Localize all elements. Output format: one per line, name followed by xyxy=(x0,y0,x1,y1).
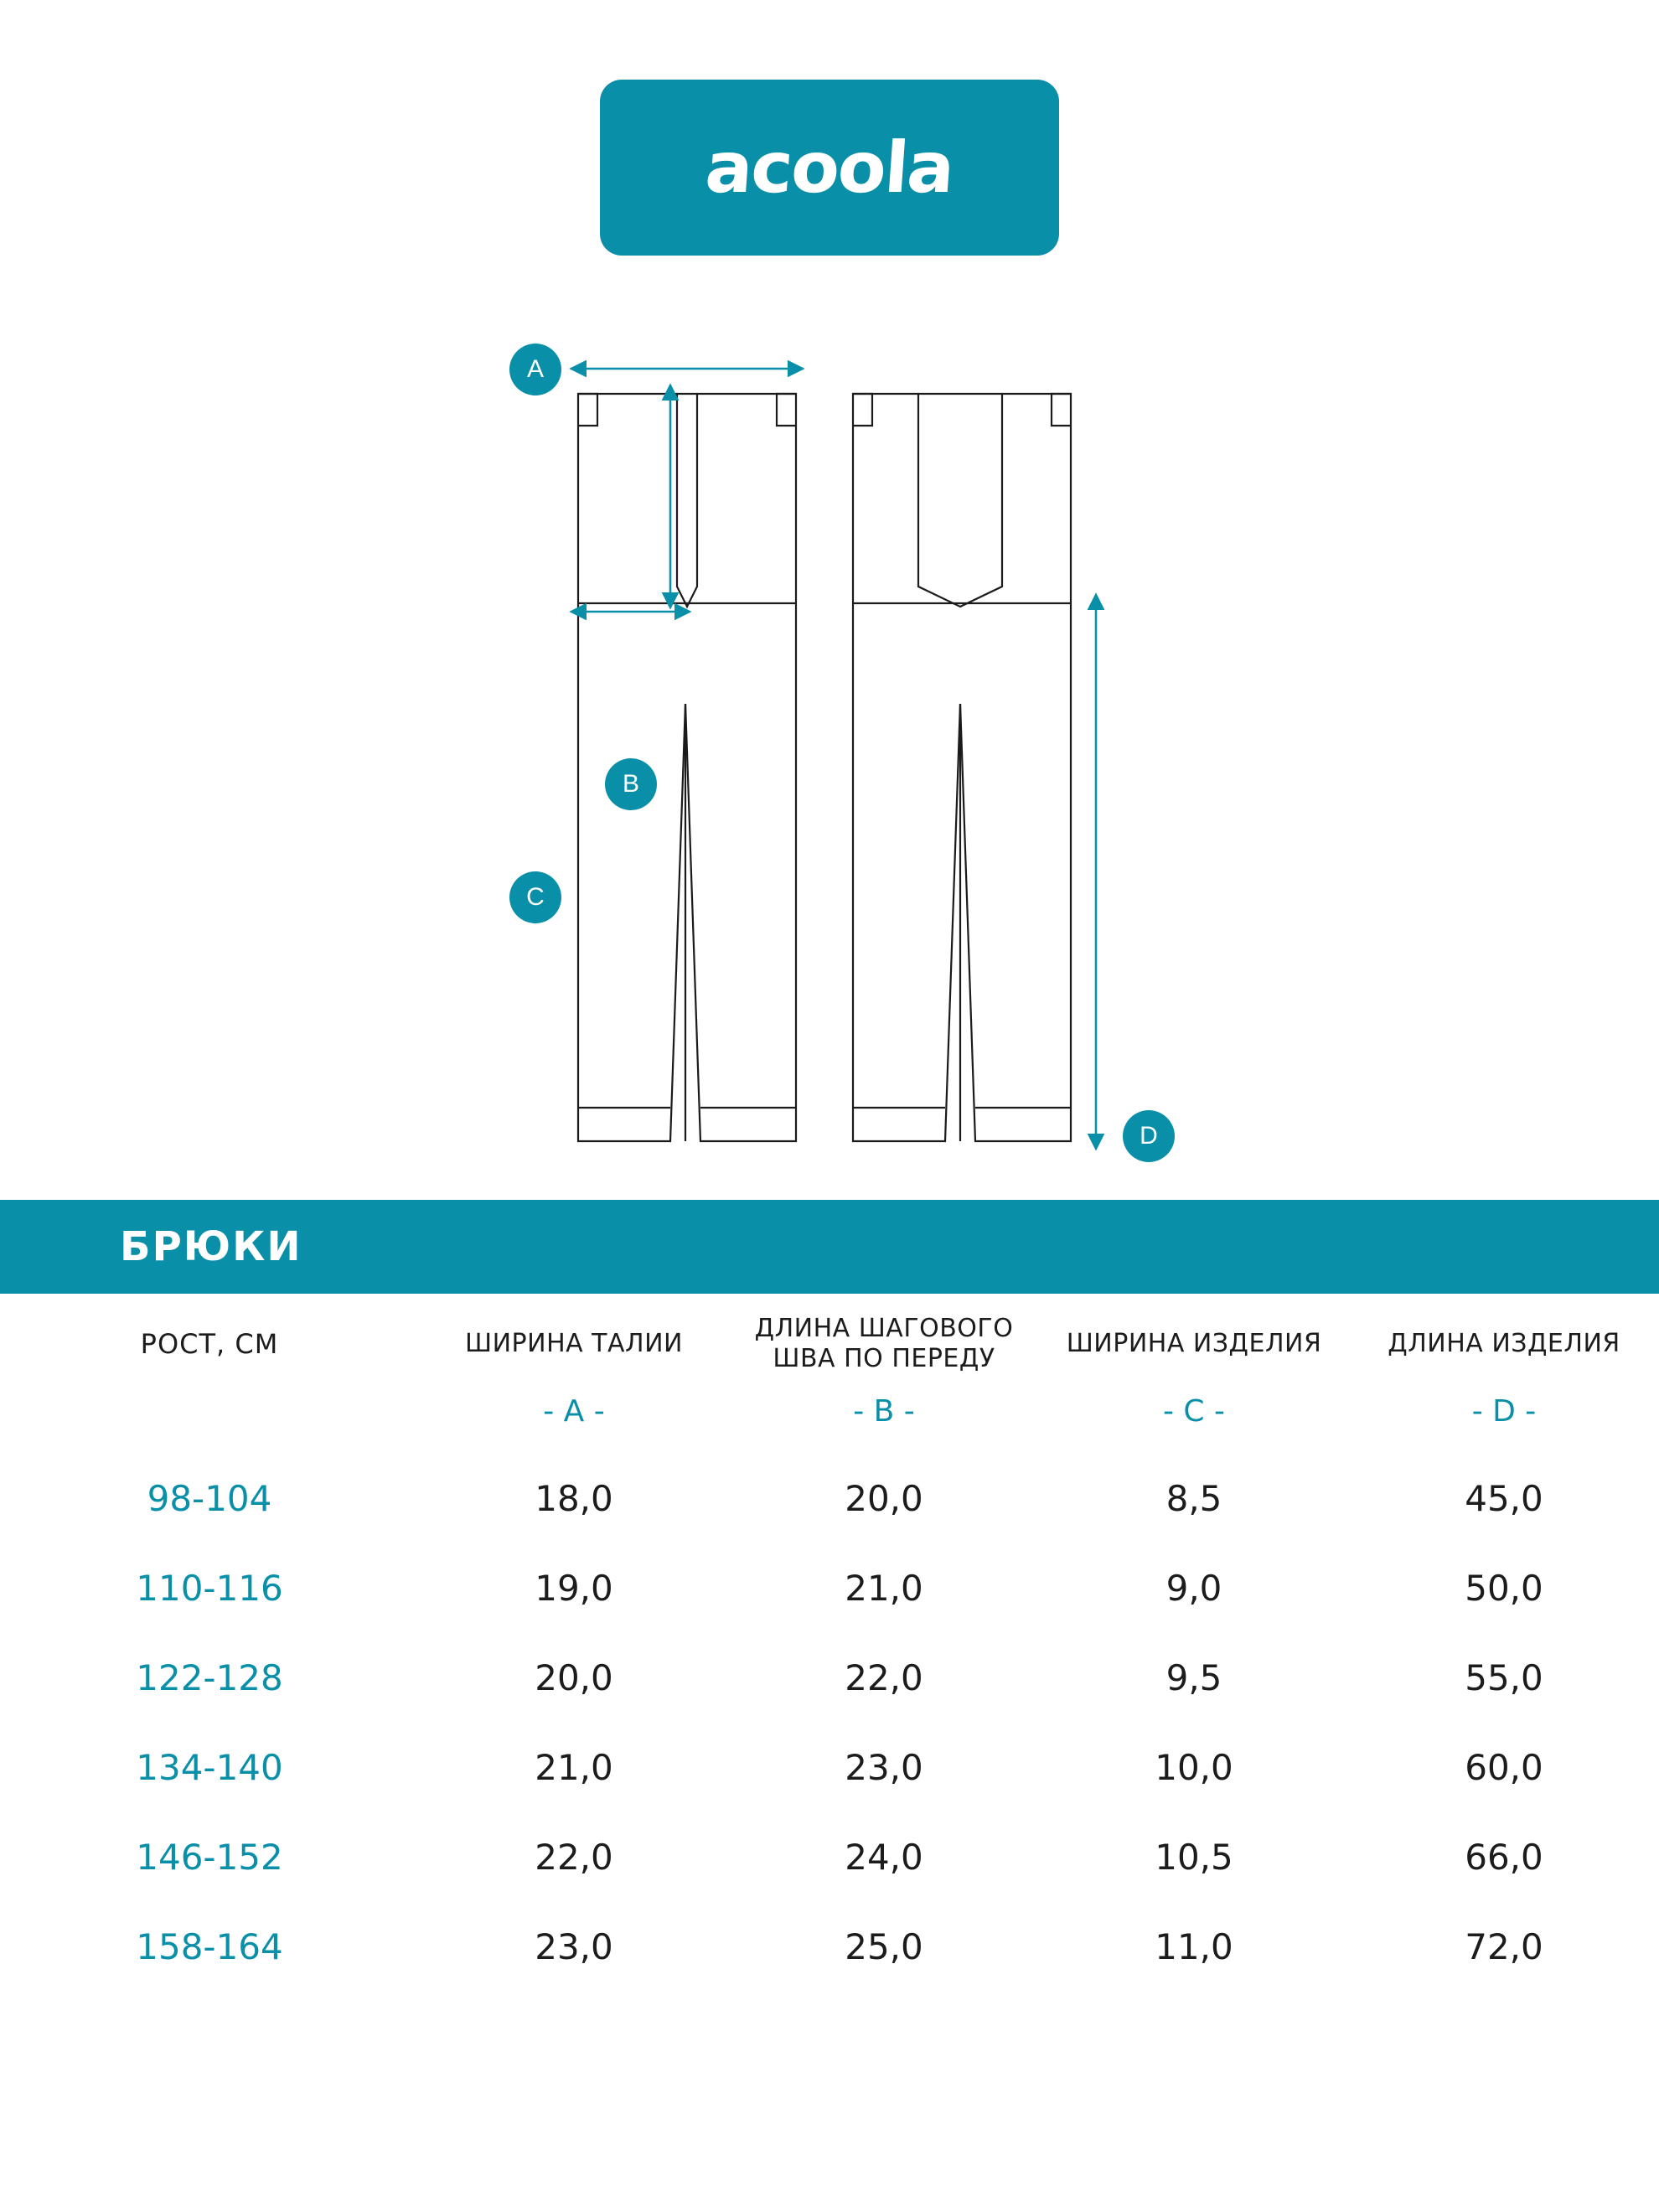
cell-d: 66,0 xyxy=(1465,1837,1543,1878)
pants-technical-drawing xyxy=(0,302,1659,1181)
cell-a: 18,0 xyxy=(535,1478,613,1519)
cell-d: 55,0 xyxy=(1465,1657,1543,1698)
cell-height: 134-140 xyxy=(136,1747,283,1788)
logo-box xyxy=(600,80,1059,256)
letter-b: - B - xyxy=(853,1394,915,1429)
badge-d: D xyxy=(1123,1110,1175,1162)
column-header-d: ДЛИНА ИЗДЕЛИЯ xyxy=(1388,1329,1620,1358)
cell-height: 98-104 xyxy=(147,1478,272,1519)
cell-d: 45,0 xyxy=(1465,1478,1543,1519)
table-row xyxy=(0,1812,1659,1902)
table-row xyxy=(0,1454,1659,1543)
cell-a: 22,0 xyxy=(535,1837,613,1878)
page-title: БРЮКИ xyxy=(120,1223,302,1270)
cell-c: 10,0 xyxy=(1155,1747,1233,1788)
cell-c: 8,5 xyxy=(1165,1478,1222,1519)
cell-c: 9,0 xyxy=(1165,1568,1222,1609)
brand-logo xyxy=(0,80,1659,256)
cell-b: 20,0 xyxy=(845,1478,923,1519)
cell-c: 11,0 xyxy=(1155,1926,1233,1967)
cell-height: 122-128 xyxy=(136,1657,283,1698)
cell-a: 23,0 xyxy=(535,1926,613,1967)
badge-c: C xyxy=(509,871,561,923)
cell-b: 25,0 xyxy=(845,1926,923,1967)
letter-c: - C - xyxy=(1162,1394,1225,1429)
cell-b: 21,0 xyxy=(845,1568,923,1609)
cell-d: 72,0 xyxy=(1465,1926,1543,1967)
table-row xyxy=(0,1902,1659,1992)
cell-b: 24,0 xyxy=(845,1837,923,1878)
cell-b: 22,0 xyxy=(845,1657,923,1698)
cell-c: 9,5 xyxy=(1165,1657,1222,1698)
logo-text: acoola xyxy=(702,127,957,209)
cell-d: 50,0 xyxy=(1465,1568,1543,1609)
table-row xyxy=(0,1543,1659,1633)
column-header-a: ШИРИНА ТАЛИИ xyxy=(465,1329,683,1358)
cell-b: 23,0 xyxy=(845,1747,923,1788)
cell-a: 21,0 xyxy=(535,1747,613,1788)
cell-a: 19,0 xyxy=(535,1568,613,1609)
cell-c: 10,5 xyxy=(1155,1837,1233,1878)
letter-a: - A - xyxy=(543,1394,605,1429)
cell-height: 146-152 xyxy=(136,1837,283,1878)
table-row xyxy=(0,1633,1659,1723)
table-title-band xyxy=(0,1200,1659,1294)
cell-height: 110-116 xyxy=(136,1568,283,1609)
cell-d: 60,0 xyxy=(1465,1747,1543,1788)
badge-a: A xyxy=(509,344,561,395)
badge-b: B xyxy=(605,758,657,810)
letter-none xyxy=(0,1382,419,1454)
table-header-row xyxy=(0,1294,1659,1382)
cell-a: 20,0 xyxy=(535,1657,613,1698)
column-header-c: ШИРИНА ИЗДЕЛИЯ xyxy=(1066,1329,1322,1358)
letter-d: - D - xyxy=(1471,1394,1537,1429)
cell-height: 158-164 xyxy=(136,1926,283,1967)
size-table xyxy=(0,1294,1659,1992)
table-row xyxy=(0,1723,1659,1812)
pants-measurement-diagram xyxy=(0,302,1659,1181)
column-header-b: ДЛИНА ШАГОВОГО ШВА ПО ПЕРЕДУ xyxy=(754,1314,1014,1373)
column-header-height: РОСТ, СМ xyxy=(140,1327,279,1360)
table-letter-row xyxy=(0,1382,1659,1454)
